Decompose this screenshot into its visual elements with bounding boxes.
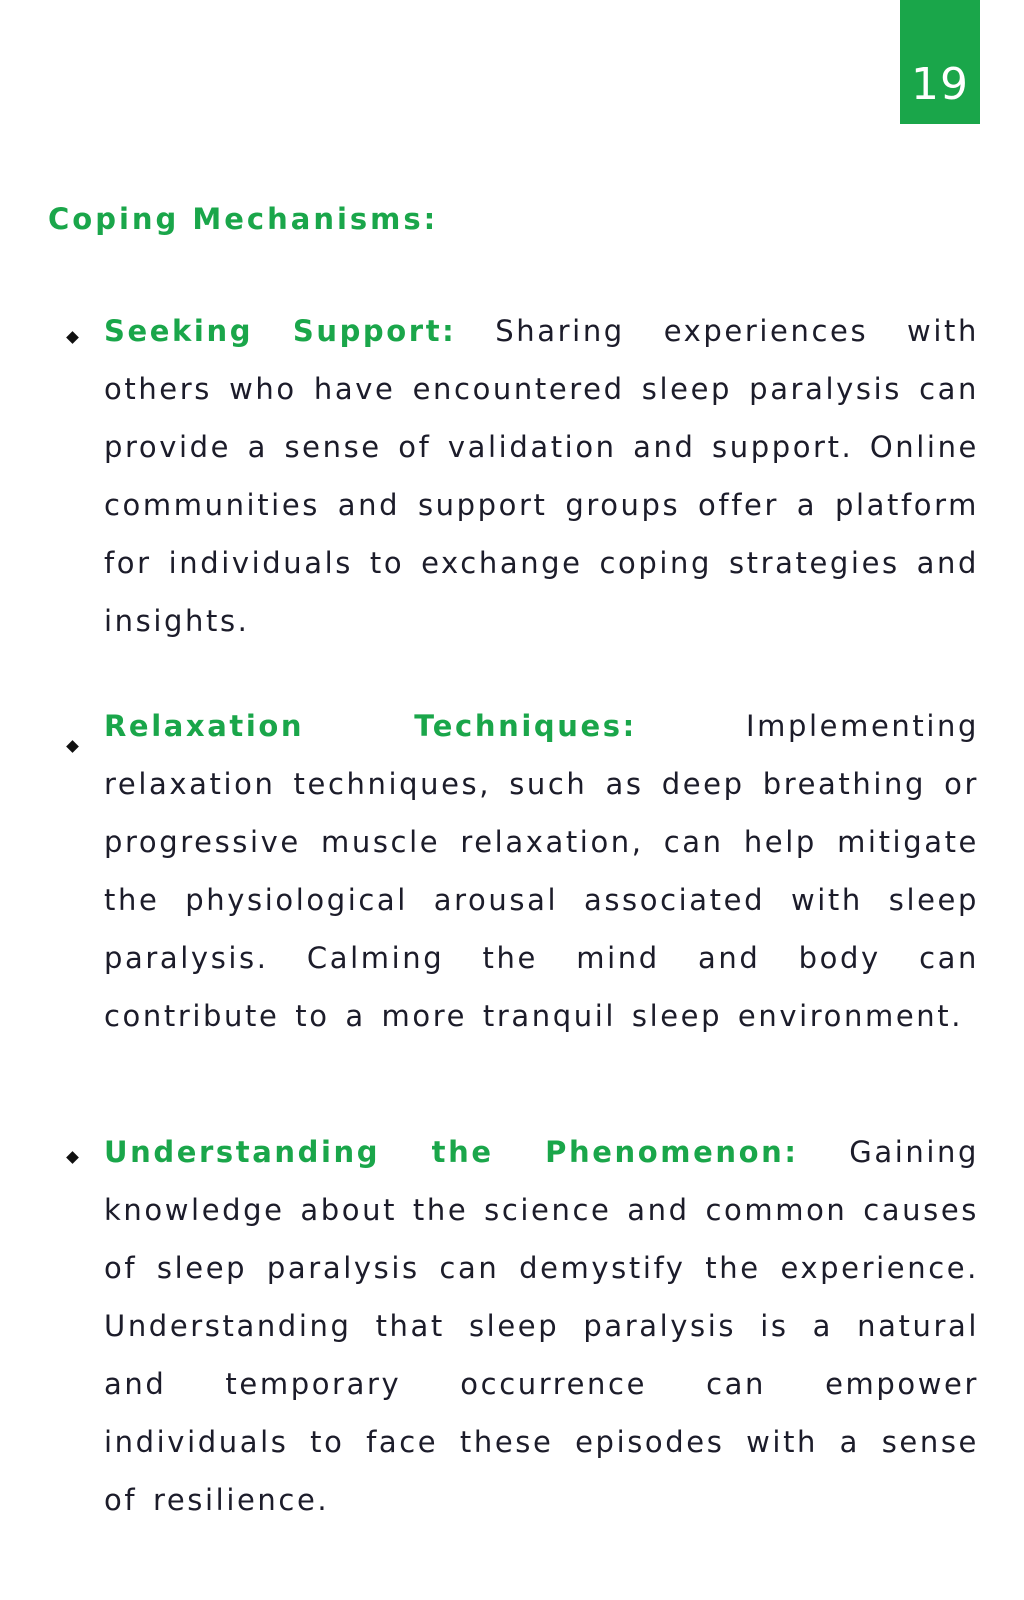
bullet-item-relaxation-techniques [104,697,979,1045]
page-number-badge [900,0,980,124]
diamond-bullet-icon [66,331,79,344]
bullet-item-understanding-phenomenon [104,1123,979,1529]
bullet-term: Seeking Support: [104,314,457,348]
bullet-term: Understanding the Phenomenon: [104,1135,799,1169]
bullet-term: Relaxation Techniques: [104,709,637,743]
section-heading: Coping Mechanisms: [48,202,439,236]
bullet-text: Gaining knowledge about the science and common causes of sleep paralysis can demystify the experience. Understanding that sleep paralysis is a natural and temporary occurrence can empower individuals to face these episodes with a sense of resilience. [104,1135,979,1517]
bullet-text: Implementing relaxation techniques, such as deep breathing or progressive muscle relaxation, can help mitigate the physiological arousal associated with sleep paralysis. Calming the mind and body can contribute to a more tranquil sleep environment. [104,709,979,1033]
bullet-text: Sharing experiences with others who have encountered sleep paralysis can provide a sense of validation and support. Online communities and support groups offer a platform for individuals to exchange coping strategies and insights. [104,314,979,638]
diamond-bullet-icon [66,1151,79,1164]
page-number: 19 [911,59,969,110]
bullet-item-seeking-support [104,302,979,650]
diamond-bullet-icon [66,740,79,753]
